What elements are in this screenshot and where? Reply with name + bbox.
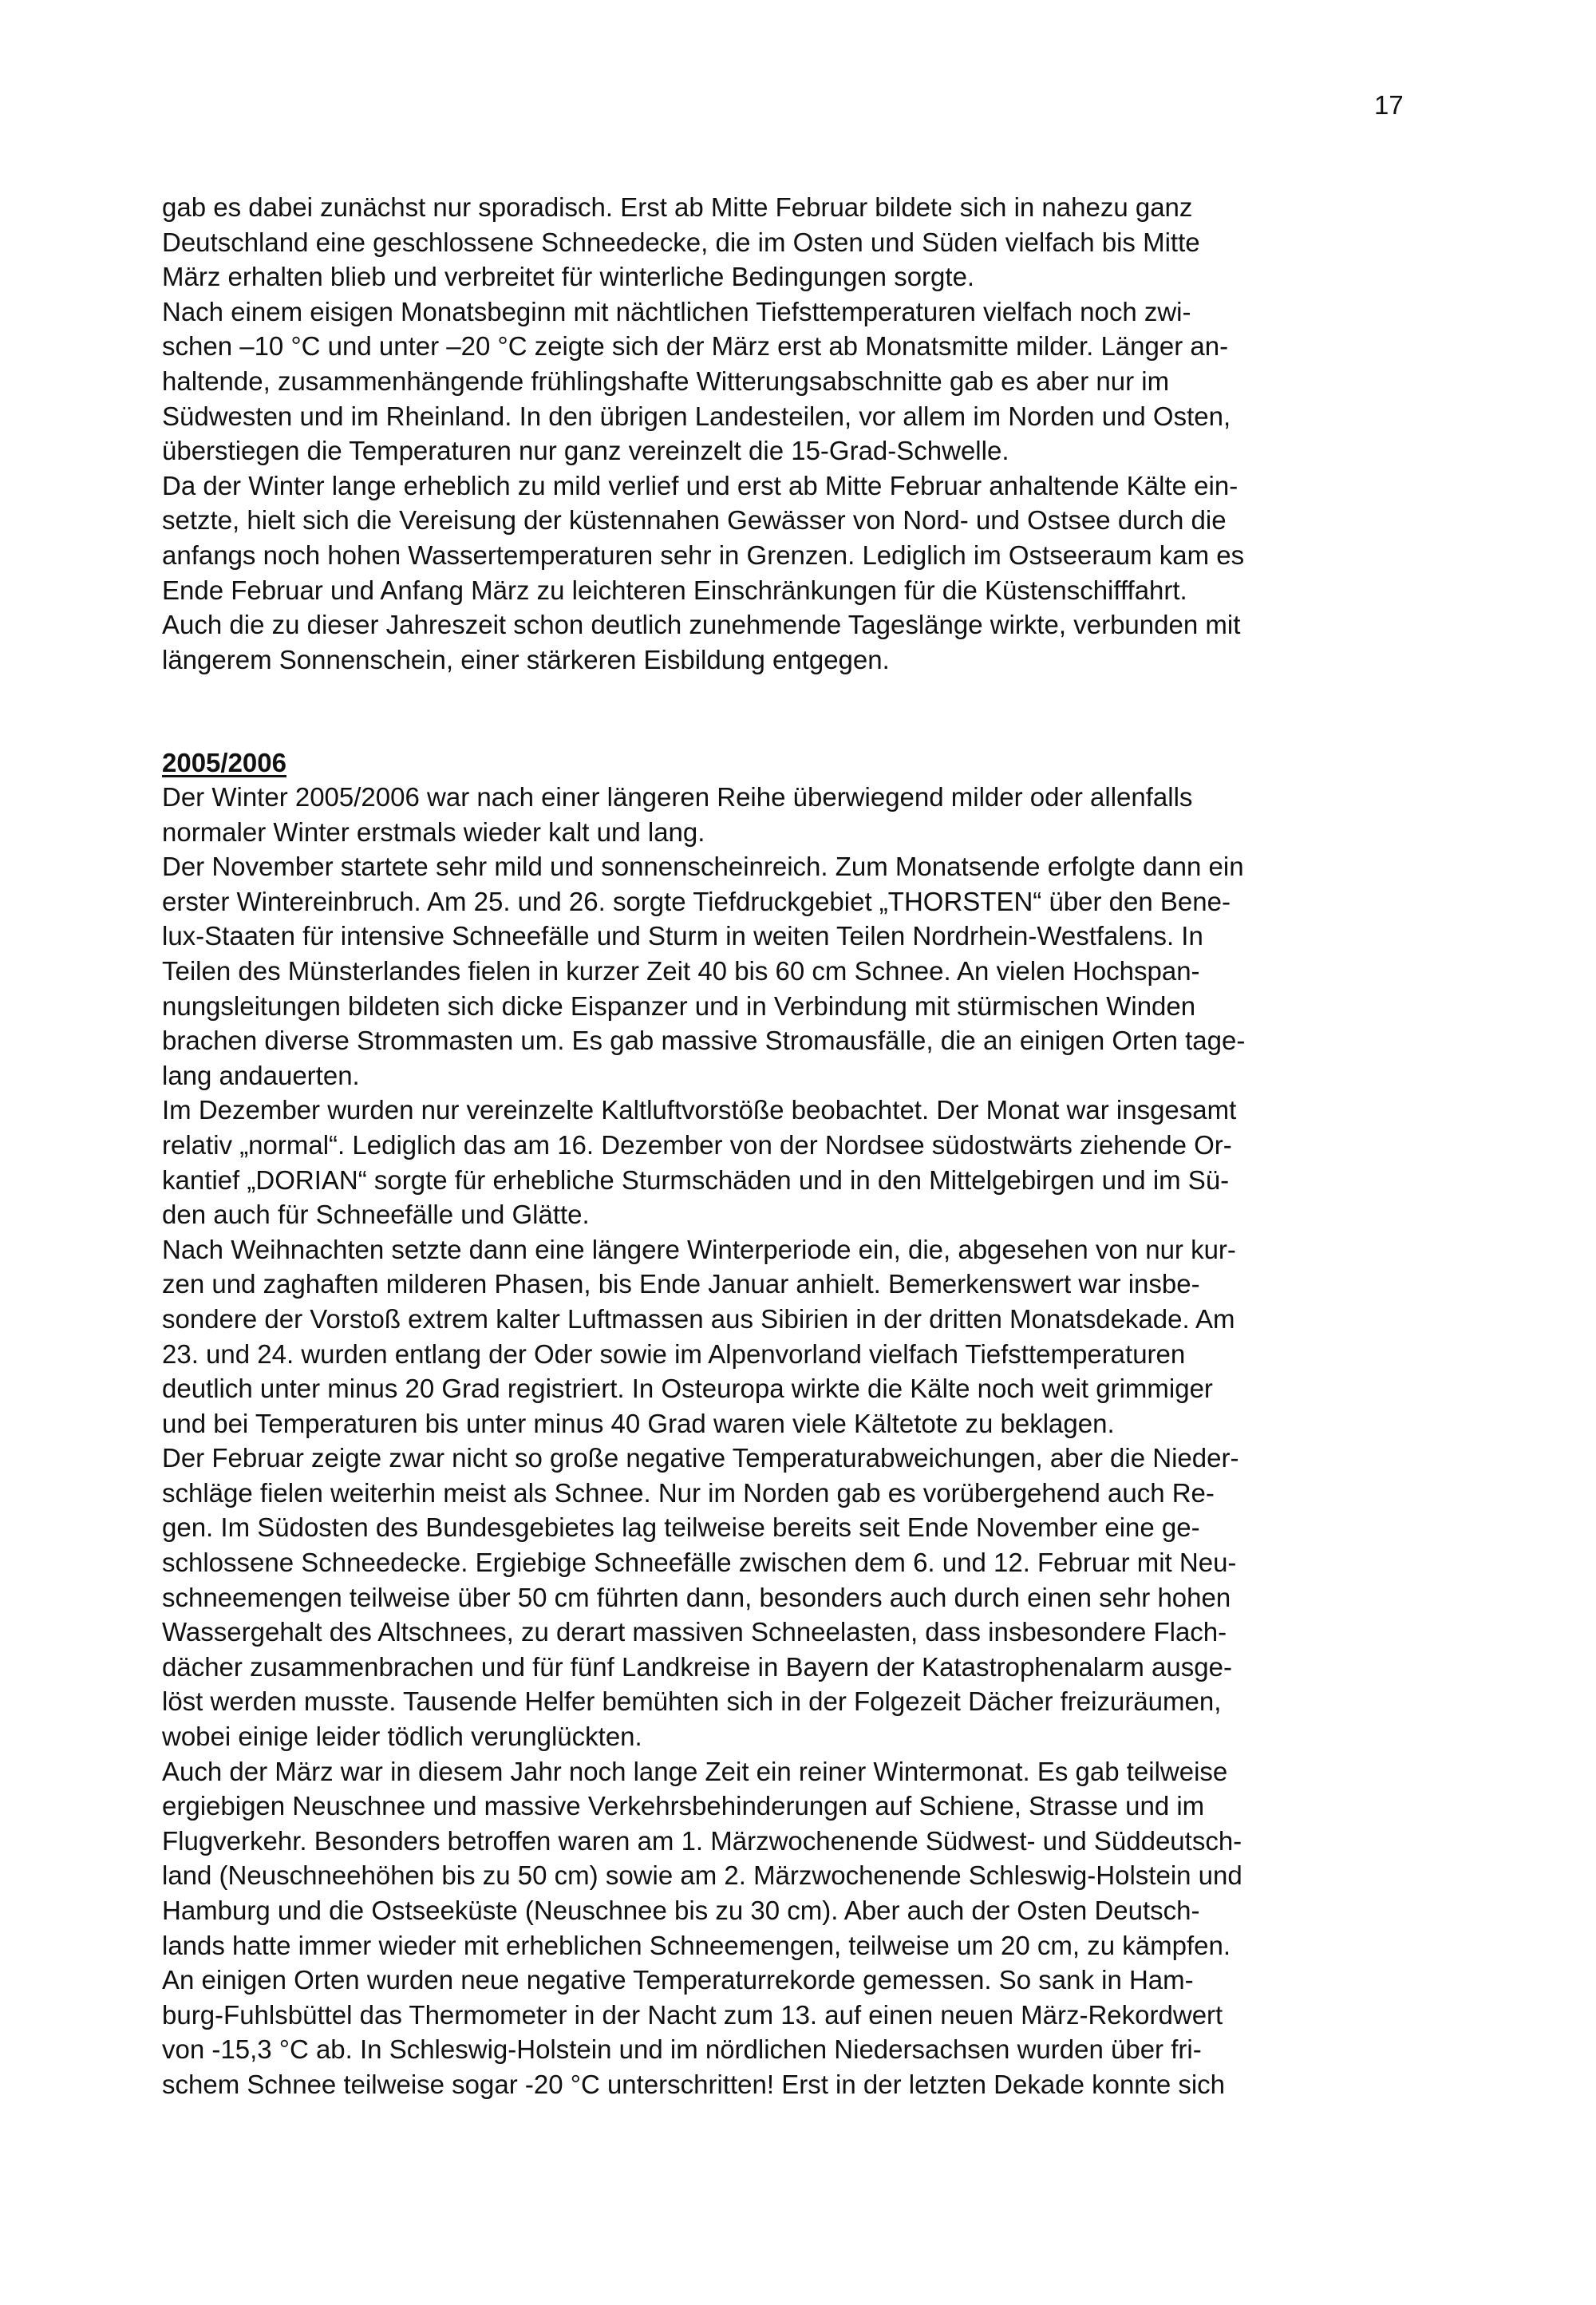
text-line: schem Schnee teilweise sogar -20 °C unterschritten! Erst in der letzten Dekade konnte sich bbox=[162, 2069, 1226, 2099]
text-line: ergiebigen Neuschnee und massive Verkehrsbehinderungen auf Schiene, Strasse und im bbox=[162, 1791, 1205, 1821]
text-line: Nach einem eisigen Monatsbeginn mit nächtlichen Tiefsttemperaturen vielfach noch zwi- bbox=[162, 296, 1191, 326]
text-line: löst werden musste. Tausende Helfer bemühten sich in der Folgezeit Dächer freizuräumen, bbox=[162, 1686, 1222, 1717]
text-line: Flugverkehr. Besonders betroffen waren am 1. Märzwochenende Südwest- und Süddeutsch- bbox=[162, 1825, 1242, 1856]
text-line: Der Winter 2005/2006 war nach einer längeren Reihe überwiegend milder oder allenfalls bbox=[162, 782, 1193, 812]
text-line: gen. Im Südosten des Bundesgebietes lag teilweise bereits seit Ende November eine ge- bbox=[162, 1512, 1200, 1543]
text-line: wobei einige leider tödlich verunglückten. bbox=[162, 1722, 642, 1752]
section-1-text bbox=[162, 190, 1407, 677]
text-line: gab es dabei zunächst nur sporadisch. Erst ab Mitte Februar bildete sich in nahezu ganz bbox=[162, 192, 1193, 222]
text-line: Der Februar zeigte zwar nicht so große negative Temperaturabweichungen, aber die Nieder- bbox=[162, 1443, 1239, 1473]
text-line: März erhalten blieb und verbreitet für winterliche Bedingungen sorgte. bbox=[162, 262, 975, 292]
text-line: 23. und 24. wurden entlang der Oder sowie im Alpenvorland vielfach Tiefsttemperaturen bbox=[162, 1338, 1186, 1369]
text-line: Wassergehalt des Altschnees, zu derart massiven Schneelasten, dass insbesondere Flach- bbox=[162, 1617, 1227, 1647]
text-line: von -15,3 °C ab. In Schleswig-Holstein und im nördlichen Niedersachsen wurden über fri- bbox=[162, 2034, 1202, 2065]
section-heading: 2005/2006 bbox=[162, 748, 286, 777]
text-line: burg-Fuhlsbüttel das Thermometer in der Nacht zum 13. auf einen neuen März-Rekordwert bbox=[162, 1999, 1223, 2030]
text-line: Südwesten und im Rheinland. In den übrigen Landesteilen, vor allem im Norden und Osten, bbox=[162, 401, 1231, 431]
text-line: haltende, zusammenhängende frühlingshafte Witterungsabschnitte gab es aber nur im bbox=[162, 366, 1170, 396]
text-line: nungsleitungen bildeten sich dicke Eispanzer und in Verbindung mit stürmischen Winden bbox=[162, 990, 1196, 1021]
text-line: setzte, hielt sich die Vereisung der küstennahen Gewässer von Nord- und Ostsee durch die bbox=[162, 505, 1227, 536]
text-line: anfangs noch hohen Wassertemperaturen sehr in Grenzen. Lediglich im Ostseeraum kam es bbox=[162, 540, 1245, 570]
text-line: Auch die zu dieser Jahreszeit schon deutlich zunehmende Tageslänge wirkte, verbunden mit bbox=[162, 610, 1241, 640]
text-line: sondere der Vorstoß extrem kalter Luftmassen aus Sibirien in der dritten Monatsdekade. Am bbox=[162, 1303, 1235, 1334]
text-line: Nach Weihnachten setzte dann eine längere Winterperiode ein, die, abgesehen von nur kur- bbox=[162, 1234, 1236, 1264]
text-line: An einigen Orten wurden neue negative Temperaturrekorde gemessen. So sank in Ham- bbox=[162, 1965, 1194, 1995]
text-line: deutlich unter minus 20 Grad registriert. In Osteuropa wirkte die Kälte noch weit grimmiger bbox=[162, 1374, 1213, 1404]
text-line: schen –10 °C und unter –20 °C zeigte sich der März erst ab Monatsmitte milder. Länger an- bbox=[162, 331, 1229, 362]
text-line: land (Neuschneehöhen bis zu 50 cm) sowie am 2. Märzwochenende Schleswig-Holstein und bbox=[162, 1860, 1242, 1891]
text-line: Der November startete sehr mild und sonnenscheinreich. Zum Monatsende erfolgte dann ein bbox=[162, 852, 1244, 882]
text-line: Auch der März war in diesem Jahr noch lange Zeit ein reiner Wintermonat. Es gab teilweise bbox=[162, 1756, 1228, 1786]
text-line: schlossene Schneedecke. Ergiebige Schneefälle zwischen dem 6. und 12. Februar mit Neu- bbox=[162, 1548, 1237, 1578]
text-line: zen und zaghaften milderen Phasen, bis Ende Januar anhielt. Bemerkenswert war insbe- bbox=[162, 1269, 1200, 1299]
section-2-text bbox=[162, 780, 1407, 2102]
text-line: Deutschland eine geschlossene Schneedecke, die im Osten und Süden vielfach bis Mitte bbox=[162, 227, 1200, 257]
text-line: den auch für Schneefälle und Glätte. bbox=[162, 1200, 590, 1230]
text-line: normaler Winter erstmals wieder kalt und lang. bbox=[162, 816, 705, 847]
text-line: überstiegen die Temperaturen nur ganz vereinzelt die 15-Grad-Schwelle. bbox=[162, 436, 1009, 466]
text-line: lux-Staaten für intensive Schneefälle und Sturm in weiten Teilen Nordrhein-Westfalens. In bbox=[162, 921, 1203, 951]
text-line: Ende Februar und Anfang März zu leichteren Einschränkungen für die Küstenschifffahrt. bbox=[162, 575, 1187, 605]
text-line: Hamburg und die Ostseeküste (Neuschnee bis zu 30 cm). Aber auch der Osten Deutsch- bbox=[162, 1896, 1200, 1925]
text-line: Da der Winter lange erheblich zu mild verlief und erst ab Mitte Februar anhaltende Kälte ein- bbox=[162, 470, 1238, 500]
text-line: brachen diverse Strommasten um. Es gab massive Stromausfälle, die an einigen Orten tage- bbox=[162, 1026, 1246, 1056]
text-line: schläge fielen weiterhin meist als Schnee. Nur im Norden gab es vorübergehend auch Re- bbox=[162, 1477, 1215, 1508]
text-line: relativ „normal“. Lediglich das am 16. Dezember von der Nordsee südostwärts ziehende Or- bbox=[162, 1129, 1232, 1160]
text-line: längerem Sonnenschein, einer stärkeren Eisbildung entgegen. bbox=[162, 644, 890, 674]
text-line: lands hatte immer wieder mit erheblichen Schneemengen, teilweise um 20 cm, zu kämpfen. bbox=[162, 1930, 1231, 1960]
text-line: dächer zusammenbrachen und für fünf Landkreise in Bayern der Katastrophenalarm ausge- bbox=[162, 1651, 1232, 1682]
text-line: lang andauerten. bbox=[162, 1060, 360, 1090]
text-line: Im Dezember wurden nur vereinzelte Kaltluftvorstöße beobachtet. Der Monat war insgesamt bbox=[162, 1095, 1237, 1125]
page-number: 17 bbox=[1374, 90, 1404, 120]
text-line: und bei Temperaturen bis unter minus 40 Grad waren viele Kältetote zu beklagen. bbox=[162, 1408, 1115, 1438]
text-line: Teilen des Münsterlandes fielen in kurzer Zeit 40 bis 60 cm Schnee. An vielen Hochspan- bbox=[162, 955, 1200, 986]
text-line: schneemengen teilweise über 50 cm führten dann, besonders auch durch einen sehr hohen bbox=[162, 1582, 1231, 1612]
text-line: erster Wintereinbruch. Am 25. und 26. sorgte Tiefdruckgebiet „THORSTEN“ über den Bene- bbox=[162, 886, 1231, 916]
text-line: kantief „DORIAN“ sorgte für erhebliche Sturmschäden und in den Mittelgebirgen und im Sü- bbox=[162, 1164, 1230, 1195]
